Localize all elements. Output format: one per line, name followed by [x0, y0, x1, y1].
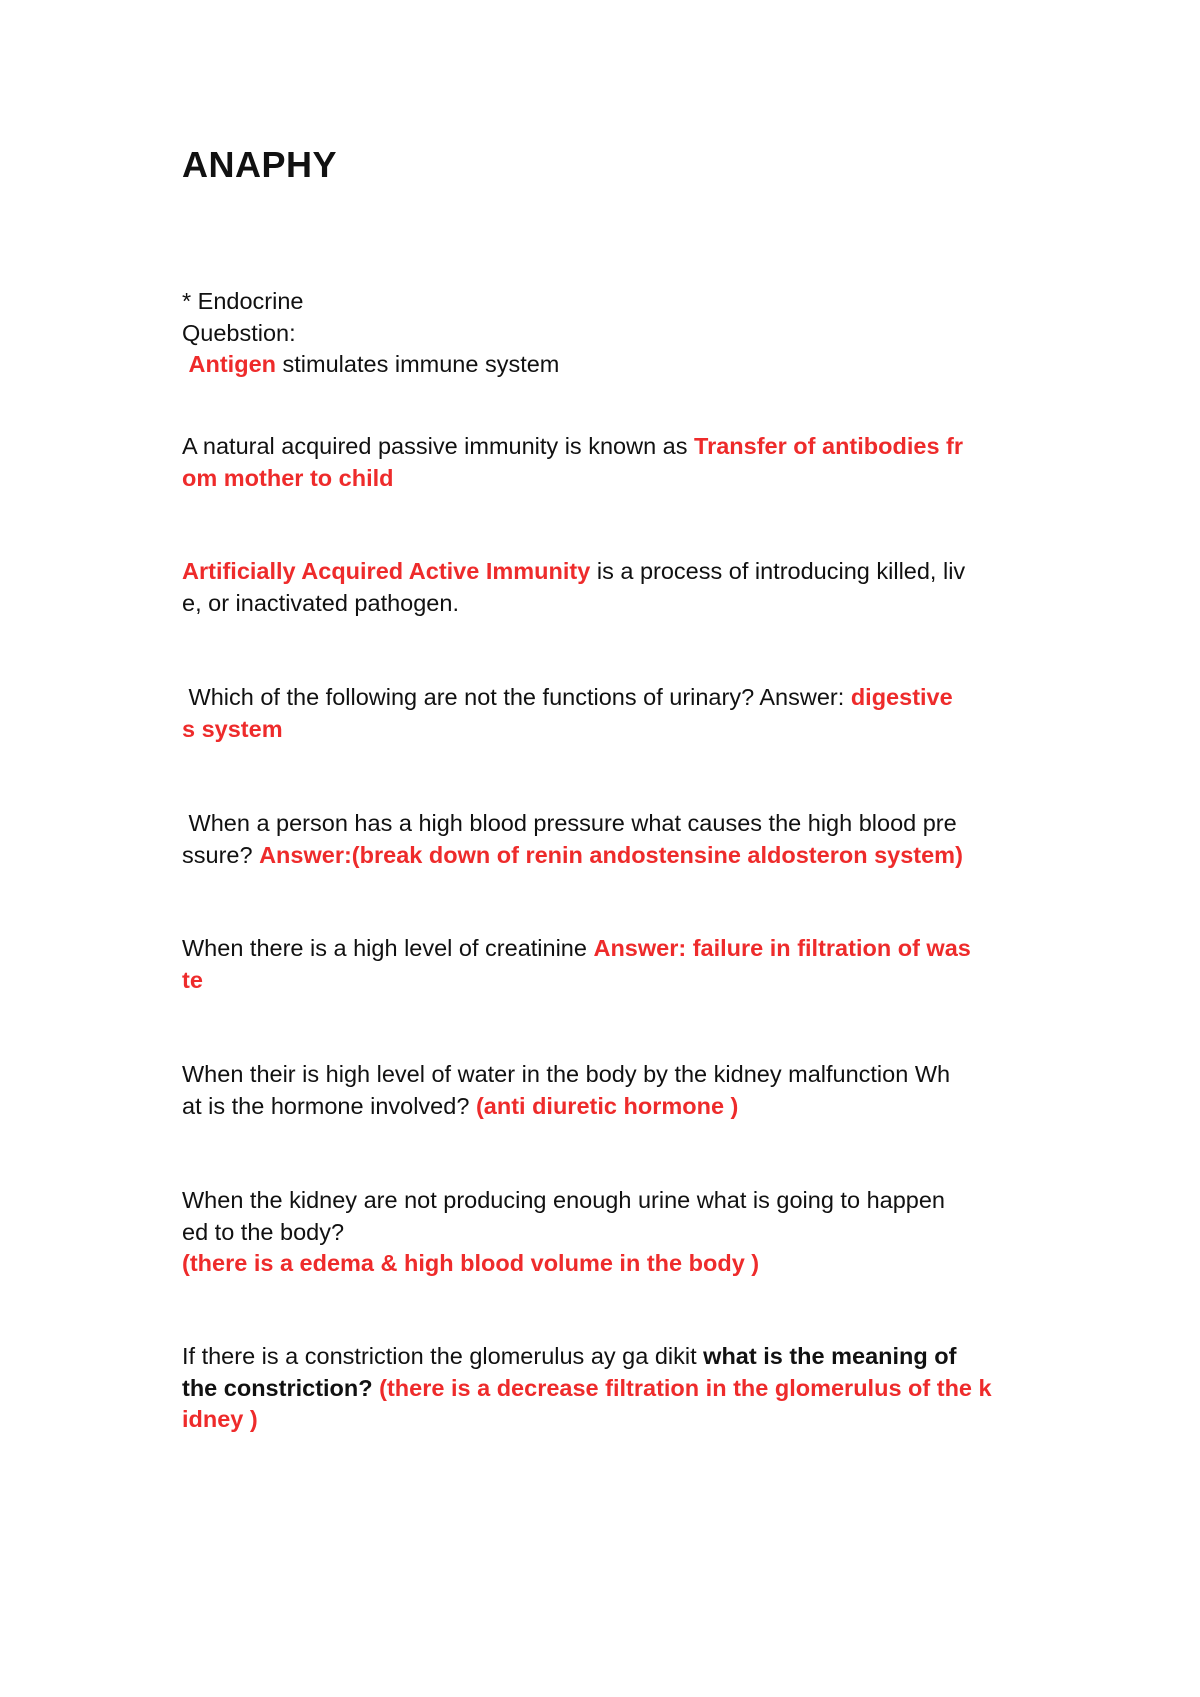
qa-item-2: [182, 431, 1032, 494]
answer-text-continued: te: [182, 966, 203, 993]
answer-text: Transfer of antibodies fr: [694, 433, 964, 459]
qa-item-9: [182, 1341, 1032, 1436]
answer-text: Antigen: [188, 351, 276, 377]
question-emphasis: what is the meaning of: [703, 1343, 957, 1369]
question-text: If there is a constriction the glomerulus ay ga dikit: [182, 1343, 704, 1369]
qa-item-3: [182, 556, 1032, 619]
question-text: When a person has a high blood pressure what causes the high blood pre: [188, 810, 957, 836]
question-text: stimulates immune system: [276, 351, 560, 377]
qa-item-7: [182, 1059, 1032, 1122]
answer-text-continued: idney ): [182, 1406, 258, 1432]
question-text: When the kidney are not producing enough urine what is going to happen: [182, 1187, 945, 1213]
answer-text-continued: s system: [182, 715, 283, 742]
question-text-continued: ed to the body?: [182, 1218, 345, 1245]
answer-text-continued: om mother to child: [182, 464, 394, 491]
answer-text: (there is a edema & high blood volume in the body ): [182, 1250, 760, 1276]
section-endocrine: [182, 286, 1032, 381]
answer-text: (anti diuretic hormone ): [475, 1092, 739, 1119]
question-emphasis-continued: the constriction?: [182, 1374, 380, 1401]
answer-text: Artificially Acquired Active Immunity: [182, 558, 591, 584]
question-text: A natural acquired passive immunity is known as: [182, 433, 695, 459]
qa-item-5: [182, 808, 1032, 871]
answer-text: Answer: failure in filtration of was: [593, 935, 971, 961]
section-label: * Endocrine: [182, 288, 304, 314]
question-text: is a process of introducing killed, liv: [590, 558, 966, 584]
answer-text: digestive: [850, 684, 953, 710]
question-text: Which of the following are not the functions of urinary? Answer:: [188, 684, 851, 710]
answer-text: Answer:(break down of renin andostensine aldosteron system): [259, 841, 963, 868]
question-text-continued: ssure?: [182, 841, 260, 868]
qa-item-1: [182, 349, 1032, 381]
question-text: When there is a high level of creatinine: [182, 935, 594, 961]
question-text: When their is high level of water in the body by the kidney malfunction Wh: [182, 1061, 951, 1087]
qa-item-8: [182, 1185, 1032, 1280]
qa-item-6: [182, 933, 1032, 996]
question-text-continued: e, or inactivated pathogen.: [182, 589, 459, 616]
qa-item-4: [182, 682, 1032, 745]
question-label: Quebstion:: [182, 319, 296, 346]
document-title: ANAPHY: [182, 144, 338, 185]
answer-text: (there is a decrease filtration in the glomerulus of the k: [379, 1374, 992, 1401]
question-text-continued: at is the hormone involved?: [182, 1092, 476, 1119]
